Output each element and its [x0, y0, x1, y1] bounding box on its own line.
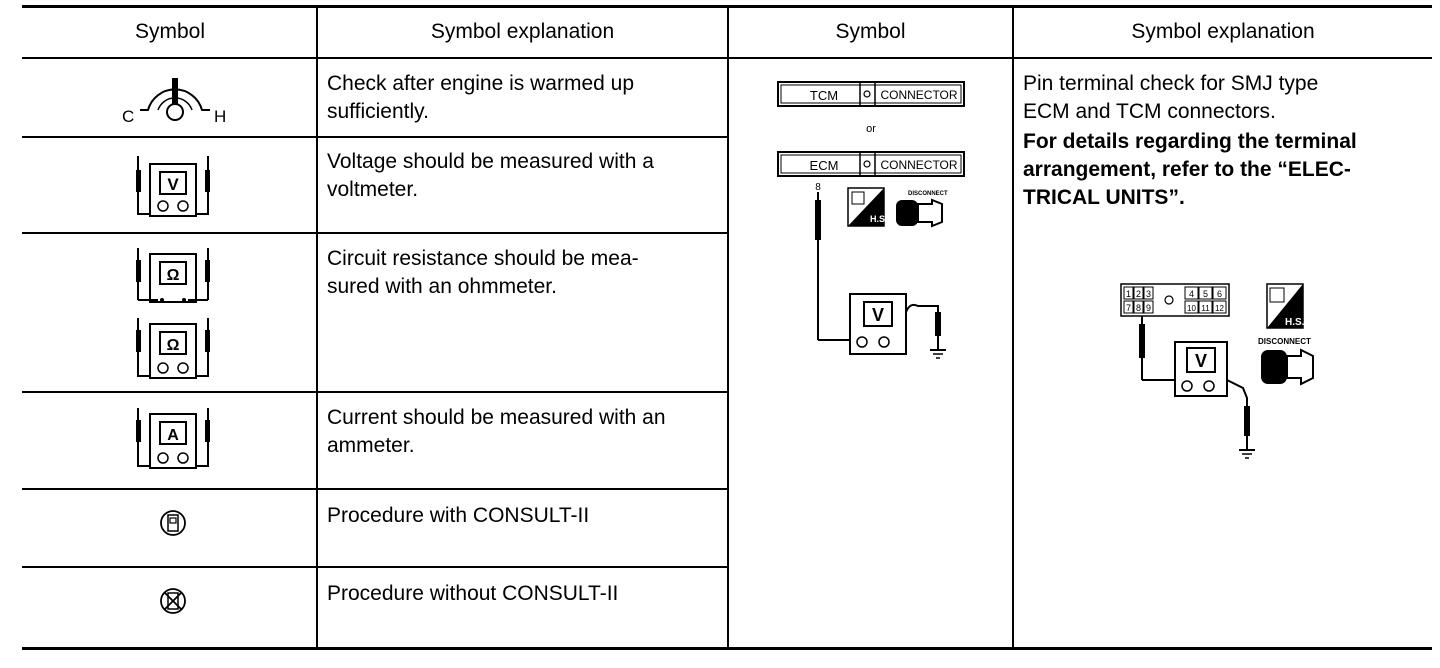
row-divider [22, 391, 728, 393]
ammeter-icon [128, 404, 218, 476]
voltmeter-icon [128, 152, 218, 224]
svg-text:2: 2 [1135, 289, 1142, 299]
connector-check-diagram [770, 72, 970, 372]
warmup-gauge-icon [118, 70, 228, 130]
explanation-bold-line: For details regarding the terminal [1023, 130, 1357, 153]
col-divider [1012, 6, 1014, 648]
svg-text:4: 4 [1188, 289, 1195, 299]
svg-text:DISCONNECT: DISCONNECT [908, 191, 948, 197]
svg-text:3: 3 [1145, 289, 1152, 299]
header-explanation: Symbol explanation [430, 20, 615, 43]
explanation-line: Procedure with CONSULT-II [327, 504, 590, 527]
header-explanation: Symbol explanation [1131, 20, 1315, 43]
svg-text:H.S.: H.S. [870, 214, 888, 224]
explanation-line: Pin terminal check for SMJ type [1023, 72, 1319, 95]
svg-text:6: 6 [1216, 289, 1223, 299]
svg-text:1: 1 [1125, 289, 1132, 299]
explanation-line: Check after engine is warmed up [327, 72, 634, 95]
svg-text:V: V [1194, 351, 1208, 371]
ohmmeter-icon [128, 314, 218, 386]
svg-text:5: 5 [1202, 289, 1209, 299]
svg-text:7: 7 [1125, 303, 1132, 313]
row-divider [22, 488, 728, 490]
header-symbol: Symbol [134, 20, 206, 43]
svg-text:V: V [871, 305, 885, 325]
col-divider [316, 6, 318, 648]
svg-text:10: 10 [1187, 304, 1196, 313]
explanation-line: Circuit resistance should be mea- [327, 247, 639, 270]
svg-text:or: or [866, 123, 876, 135]
consult-ii-icon [158, 508, 188, 538]
explanation-line: sufficiently. [327, 100, 429, 123]
explanation-bold-line: arrangement, refer to the “ELEC- [1023, 158, 1351, 181]
ohmmeter-icon [128, 244, 218, 306]
row-divider [22, 232, 728, 234]
explanation-line: ammeter. [327, 434, 415, 457]
svg-text:Ω: Ω [166, 267, 180, 284]
explanation-line: sured with an ohmmeter. [327, 275, 557, 298]
svg-text:CONNECTOR: CONNECTOR [880, 158, 958, 172]
svg-text:V: V [167, 175, 179, 194]
svg-text:DISCONNECT: DISCONNECT [1258, 337, 1311, 346]
no-consult-ii-icon [158, 586, 188, 616]
svg-text:C: C [122, 107, 135, 126]
explanation-line: ECM and TCM connectors. [1023, 100, 1276, 123]
row-divider [22, 136, 728, 138]
svg-text:12: 12 [1215, 304, 1224, 313]
col-divider [727, 6, 729, 648]
svg-text:H.S.: H.S. [1285, 317, 1305, 328]
svg-text:11: 11 [1201, 304, 1210, 313]
svg-text:Ω: Ω [166, 337, 180, 354]
explanation-line: Voltage should be measured with a [327, 150, 654, 173]
svg-text:8: 8 [815, 182, 821, 193]
row-divider [22, 566, 728, 568]
svg-text:A: A [167, 427, 179, 444]
pin-terminal-diagram [1115, 280, 1335, 465]
header-symbol: Symbol [835, 20, 906, 43]
svg-text:9: 9 [1145, 303, 1152, 313]
svg-text:CONNECTOR: CONNECTOR [880, 88, 958, 102]
explanation-line: Current should be measured with an [327, 406, 666, 429]
explanation-line: voltmeter. [327, 178, 419, 201]
svg-text:H: H [214, 107, 227, 126]
explanation-line: Procedure without CONSULT-II [327, 582, 619, 605]
svg-text:TCM: TCM [809, 88, 839, 103]
svg-text:8: 8 [1135, 303, 1142, 313]
explanation-bold-line: TRICAL UNITS”. [1023, 186, 1185, 209]
svg-text:ECM: ECM [809, 158, 839, 173]
